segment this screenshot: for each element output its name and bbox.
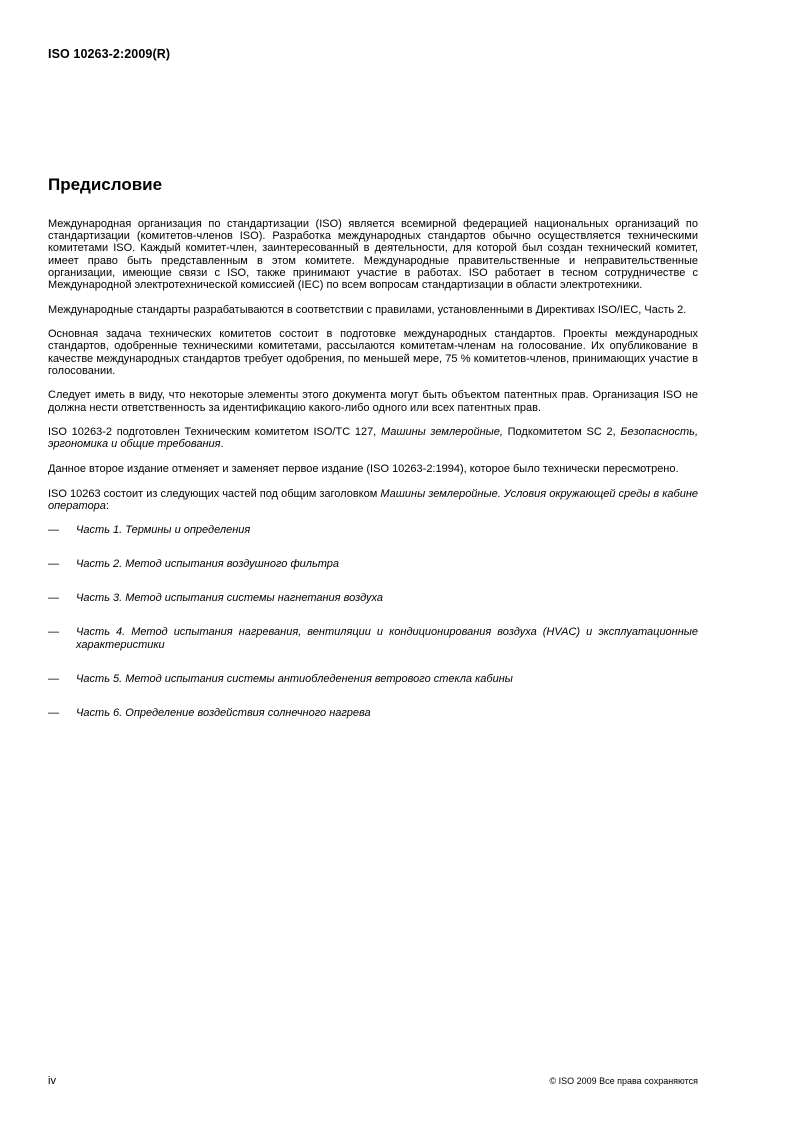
committee-title: Машины землеройные,	[380, 426, 503, 439]
prepared-by-text-3: .	[220, 438, 224, 451]
parts-intro-text-2: :	[105, 499, 109, 512]
list-dash: —	[48, 707, 59, 720]
list-item	[48, 626, 698, 652]
prepared-by-text-2: Подкомитетом SC 2,	[502, 426, 621, 439]
list-item	[48, 673, 698, 686]
parts-list	[48, 524, 698, 720]
list-dash: —	[48, 592, 59, 605]
copyright-notice: © ISO 2009 Все права сохраняются	[549, 1076, 698, 1086]
list-item	[48, 707, 698, 720]
list-item	[48, 524, 698, 537]
list-item-text: Часть 5. Метод испытания системы антиобледенения ветрового стекла кабины	[76, 673, 513, 686]
list-item-text: Часть 3. Метод испытания системы нагнетания воздуха	[76, 592, 384, 605]
list-item-text: Часть 4. Метод испытания нагревания, вентиляции и кондиционирования воздуха (HVAC) и эксплуатационные характеристики	[76, 626, 698, 652]
subcommittee-title: Безопасность, эргономика и общие требования	[48, 426, 698, 451]
list-item-text: Часть 1. Термины и определения	[76, 524, 251, 537]
list-dash: —	[48, 673, 59, 686]
list-dash: —	[48, 626, 59, 639]
paragraph-parts-intro	[48, 488, 698, 512]
foreword-body	[48, 218, 698, 741]
paragraph-patent-rights: Следует иметь в виду, что некоторые элементы этого документа могут быть объектом патентных прав. Организация ISO не должна нести ответственность за идентификацию какого-либо одного или всех патентных прав.	[48, 389, 698, 414]
list-item-text: Часть 6. Определение воздействия солнечного нагрева	[76, 707, 371, 720]
general-title: Машины землеройные. Условия окружающей среды в кабине оператора	[48, 487, 699, 512]
parts-intro-text-1: ISO 10263 состоит из следующих частей под общим заголовком	[48, 487, 381, 500]
page-title: Предисловие	[48, 175, 163, 194]
list-dash: —	[48, 558, 59, 571]
list-dash: —	[48, 524, 59, 537]
paragraph-edition-note: Данное второе издание отменяет и заменяет первое издание (ISO 10263-2:1994), которое было технически пересмотрено.	[48, 463, 679, 475]
paragraph-prepared-by	[48, 426, 698, 450]
paragraph-iso-overview: Международная организация по стандартизации (ISO) является всемирной федерацией национальных организаций по стандартизации (комитетов-членов ISO). Разработка международных стандартов обычно осуществляется техническими комитетами ISO. Каждый комитет-член, заинтересованный в деятельности, для которой был создан технический комитет, имеет право быть представленным в этом комитете. Международные правительственные и неправительственные организации, имеющие связи с ISO, также принимают участие в работах. ISO работает в тесном сотрудничестве с Международной электротехнической комиссией (IEC) по всем вопросам стандартизации в области электротехники.	[48, 218, 698, 292]
list-item	[48, 558, 698, 571]
list-item	[48, 592, 698, 605]
list-item-text: Часть 2. Метод испытания воздушного фильтра	[76, 558, 340, 571]
document-identifier: ISO 10263-2:2009(R)	[48, 47, 171, 61]
page-number: iv	[48, 1075, 56, 1087]
paragraph-directives: Международные стандарты разрабатываются в соответствии с правилами, установленными в Директивах ISO/IEC, Часть 2.	[48, 303, 687, 316]
paragraph-committee-task: Основная задача технических комитетов состоит в подготовке международных стандартов. Проекты международных стандартов, одобренные техническими комитетами, рассылаются комитетам-членам на голосование. Их опубликование в качестве международных стандартов требует одобрения, по меньшей мере, 75 % комитетов-членов, принимающих участие в голосовании.	[48, 328, 698, 377]
prepared-by-text-1: ISO 10263-2 подготовлен Техническим комитетом ISO/TC 127,	[48, 426, 381, 439]
